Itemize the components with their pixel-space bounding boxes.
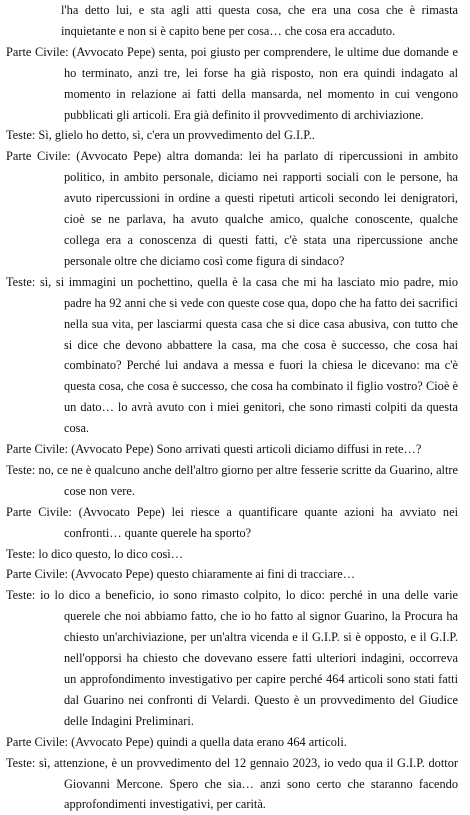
speech-text: (Avvocato Pepe) senta, poi giusto per comprendere, le ultime due domande e ho terminato, anzi tre, lei forse ha già risposto, non era quindi indagato al momento in relazione ai fatti della mansarda, nel momento in cui vengono pubblicati gli articoli. Era già definito il provvedimento di archiviazione. bbox=[64, 44, 459, 122]
speaker-label: Parte Civile: bbox=[6, 567, 72, 582]
transcript-entry bbox=[6, 544, 458, 565]
speech-text: (Avvocato Pepe) quindi a quella data erano 464 articoli. bbox=[71, 734, 347, 749]
transcript-entry bbox=[6, 439, 458, 460]
speaker-label: Parte Civile: bbox=[6, 504, 79, 519]
speech-text: sì, attenzione, è un provvedimento del 12 gennaio 2023, io vedo qua il G.I.P. dottor Giovanni Mercone. Spero che sia… anzi sono certo che staranno facendo approfondimenti investigativi, per carità. bbox=[38, 755, 458, 812]
transcript-entry bbox=[6, 460, 458, 502]
speech-text: sì, si immagini un pochettino, quella è la casa che mi ha lasciato mio padre, mio padre ha 92 anni che si vede con queste cose qua, dopo che ha fatto dei sacrifici nella sua vita, per lasciarmi questa casa che si dice casa abusiva, con tutto che si dice che devono abbattere la casa, ma che cosa è successo, che cosa hai combinato? Perché lui andava a messa e fuori la chiesa le dicevano: ma c'è questa cosa, che cosa è successo, che cosa ha combinato il figlio vostro? Cioè è un dato… lo avrà avuto con i miei genitori, che sono rimasti colpiti da questa cosa. bbox=[39, 274, 458, 436]
speech-text: io lo dico a beneficio, io sono rimasto colpito, lo dico: perché in una delle varie querele che noi abbiamo fatto, che io ho fatto al signor Guarino, la Procura ha chiesto un'archiviazione, per un'altra vicenda e il G.I.P. si è opposto, e il G.I.P. nell'opporsi ha chiesto che dovevano essere fatti ulteriori indagini, occorreva un approfondimento investigativo per capire perché 464 articoli sono stati fatti dal Guarino nei confronti di Velardi. Questo è un provvedimento del Giudice delle Indagini Preliminari. bbox=[40, 588, 458, 728]
transcript-entry bbox=[6, 564, 458, 585]
transcript-entry bbox=[6, 146, 458, 271]
speech-text: Sì, glielo ho detto, sì, c'era un provvedimento del G.I.P.. bbox=[38, 128, 315, 143]
transcript-entries bbox=[6, 42, 458, 815]
speaker-label: Teste: bbox=[6, 274, 40, 289]
speaker-label: Parte Civile: bbox=[6, 44, 73, 59]
transcript-entry bbox=[6, 42, 458, 126]
speaker-label: Teste: bbox=[6, 546, 39, 561]
speaker-label: Teste: bbox=[6, 462, 39, 477]
transcript-entry bbox=[6, 753, 458, 815]
speech-text: (Avvocato Pepe) altra domanda: lei ha parlato di ripercussioni in ambito politico, in ambito personale, diciamo nei rapporti sociali con le persone, ha avuto ripercussioni in ordine a questi ripetuti articoli secondo lei denigratori, cioè se ne parlava, ha avuto qualche amico, qualche conoscente, qualche collega era a conoscenza di questi fatti, c'è stata una ripercussione anche personale oltre che diciamo così come figura di sindaco? bbox=[64, 149, 459, 268]
transcript-entry bbox=[6, 732, 458, 753]
speaker-label: Parte Civile: bbox=[6, 442, 72, 457]
transcript-entry bbox=[6, 502, 458, 544]
continuation-text: l'ha detto lui, e sta agli atti questa cosa, che era una cosa che è rimasta inquietante e non si è capito bene per cosa… che cosa era accaduto. bbox=[61, 3, 458, 38]
speech-text: (Avvocato Pepe) questo chiaramente ai fini di tracciare… bbox=[71, 567, 356, 582]
speaker-label: Teste: bbox=[6, 755, 39, 770]
speaker-label: Parte Civile: bbox=[6, 734, 72, 749]
speaker-label: Parte Civile: bbox=[6, 149, 77, 164]
speech-text: (Avvocato Pepe) Sono arrivati questi articoli diciamo diffusi in rete…? bbox=[71, 442, 422, 457]
speaker-label: Teste: bbox=[6, 588, 41, 603]
transcript-entry bbox=[6, 585, 458, 731]
speaker-label: Teste: bbox=[6, 128, 39, 143]
transcript-entry bbox=[6, 125, 458, 146]
speech-text: (Avvocato Pepe) lei riesce a quantificare quante azioni ha avviato nei confronti… quante querele ha sporto? bbox=[64, 504, 459, 540]
speech-text: no, ce ne è qualcuno anche dell'altro giorno per altre fesserie scritte da Guarino, altre cose non vere. bbox=[38, 462, 459, 498]
transcript-entry bbox=[6, 272, 458, 439]
speech-text: lo dico questo, lo dico così… bbox=[38, 546, 184, 561]
